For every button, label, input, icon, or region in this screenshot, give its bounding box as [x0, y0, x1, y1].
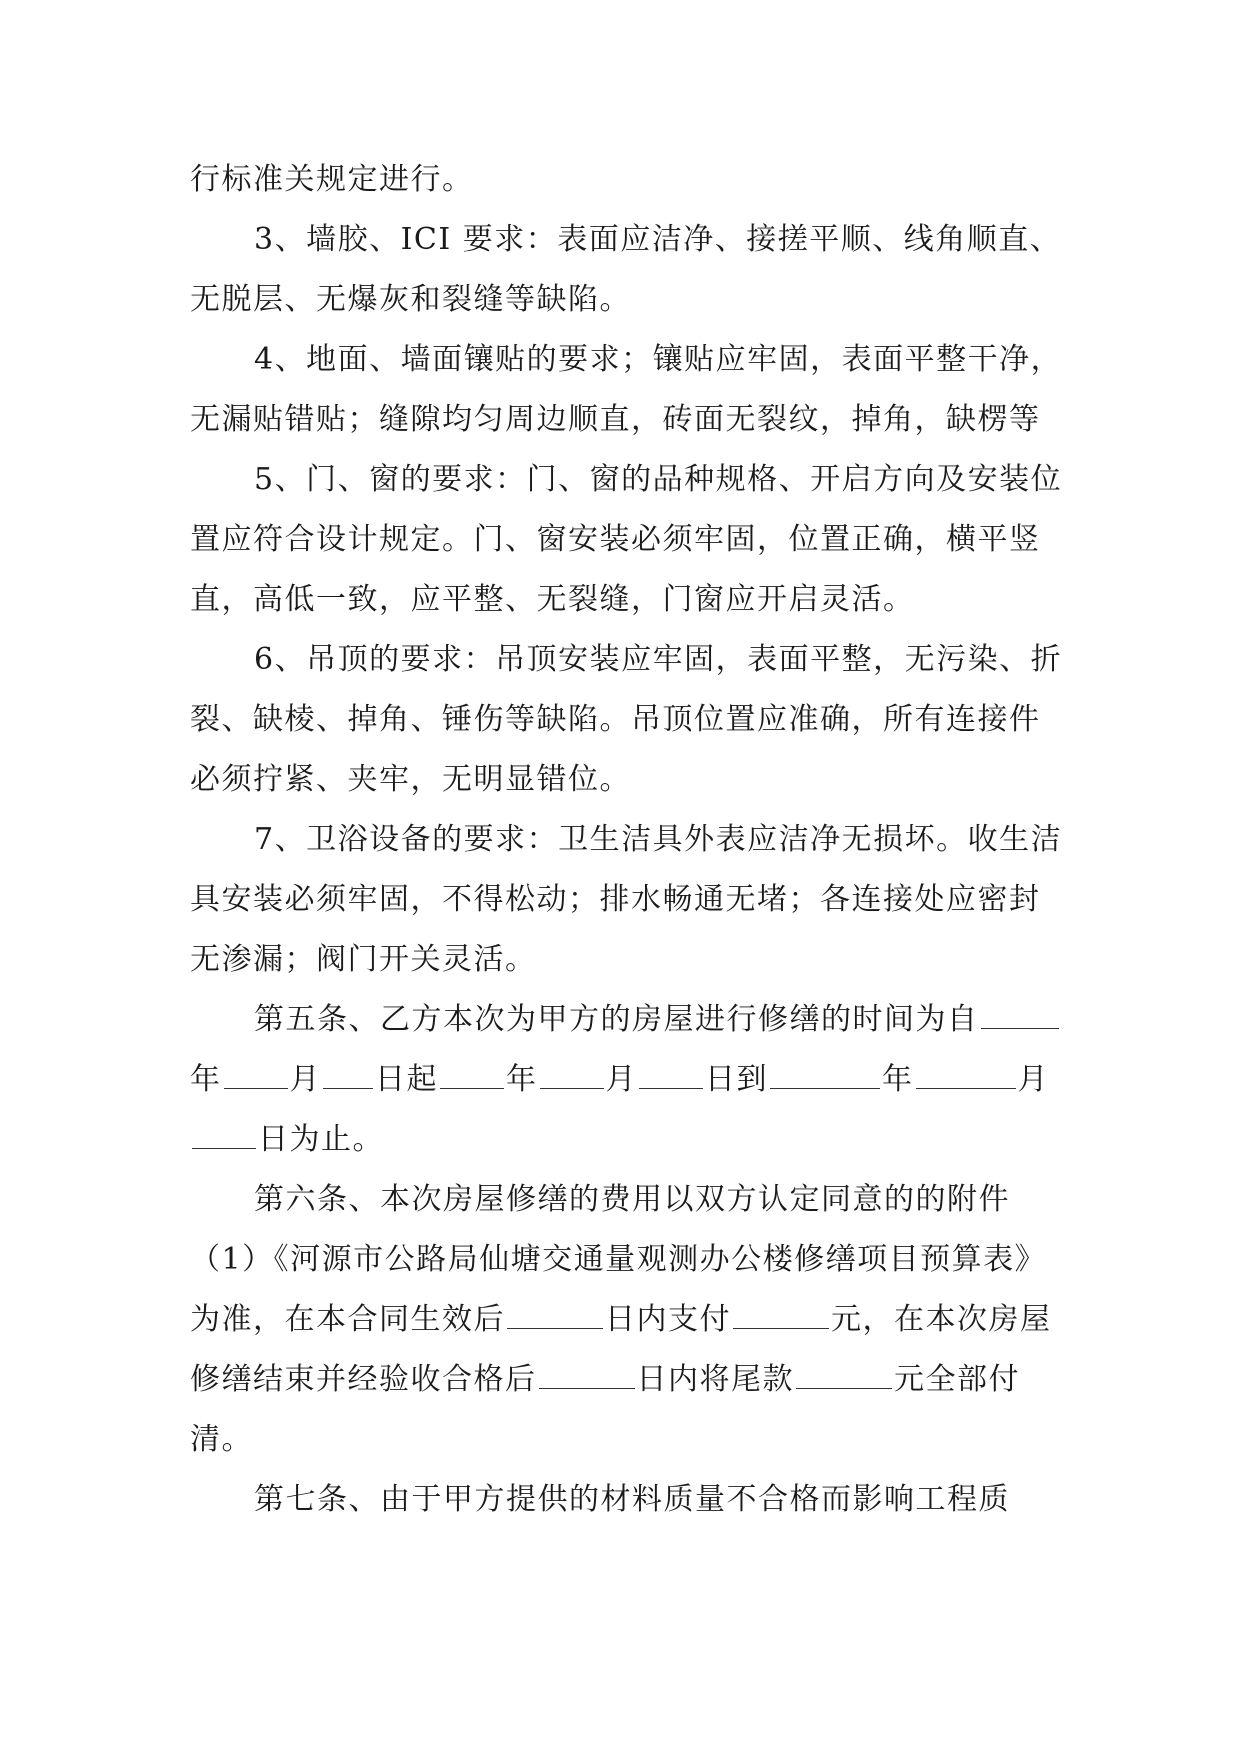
label-month: 月	[605, 1062, 637, 1097]
label-year: 年	[882, 1062, 914, 1097]
blank-end-year-a	[440, 1060, 504, 1089]
paragraph-door-window-requirements: 5、门、窗的要求：门、窗的品种规格、开启方向及安装位置应符合设计规定。门、窗安装必须牢固，位置正确，横平竖直，高低一致，应平整、无裂缝，门窗应开启灵活。	[190, 462, 1063, 617]
blank-end-year	[770, 1060, 880, 1089]
document-body	[190, 150, 1070, 1530]
label-month: 月	[289, 1062, 321, 1097]
label-day-to: 日到	[705, 1062, 768, 1097]
paragraph-article-5	[190, 990, 1070, 1170]
blank-start-day	[323, 1060, 373, 1089]
blank-final-amount	[796, 1360, 892, 1389]
article-6-tail: 元全部付清。	[190, 1362, 1020, 1457]
blank-final-days	[539, 1360, 635, 1389]
paragraph-wall-requirements: 3、墙胶、ICI 要求：表面应洁净、接搓平顺、线角顺直、无脱层、无爆灰和裂缝等缺陷。	[190, 222, 1062, 317]
article-5-lead: 第五条、乙方本次为甲方的房屋进行修缮的时间为自	[254, 1002, 979, 1037]
paragraph-tiling-requirements: 4、地面、墙面镶贴的要求；镶贴应牢固，表面平整干净，无漏贴错贴；缝隙均匀周边顺直，砖面无裂纹，掉角，缺楞等	[190, 342, 1063, 437]
paragraph-ceiling-requirements: 6、吊顶的要求：吊顶安装应牢固，表面平整，无污染、折裂、缺棱、掉角、锤伤等缺陷。吊顶位置应准确，所有连接件必须拧紧、夹牢，无明显错位。	[190, 642, 1063, 797]
blank-start-month	[224, 1060, 288, 1089]
label-day-end: 日为止。	[258, 1122, 384, 1157]
blank-start-year	[981, 1000, 1059, 1029]
blank-end-day-a	[639, 1060, 703, 1089]
paragraph-sanitary-requirements: 7、卫浴设备的要求：卫生洁具外表应洁净无损坏。收生洁具安装必须牢固，不得松动；排水畅通无堵；各连接处应密封无渗漏；阀门开关灵活。	[190, 822, 1063, 977]
blank-payment-days	[507, 1300, 603, 1329]
label-year: 年	[506, 1062, 538, 1097]
label-day-start: 日起	[375, 1062, 438, 1097]
article-6-mid1: 日内支付	[605, 1302, 731, 1337]
paragraph-article-6	[190, 1170, 1070, 1470]
article-6-mid3: 日内将尾款	[636, 1362, 794, 1397]
blank-end-month	[916, 1060, 1016, 1089]
article-6-mid2: 元，在本次房屋修缮结束并经验收合格后	[190, 1302, 1052, 1397]
blank-payment-amount	[733, 1300, 829, 1329]
paragraph-continuation: 行标准关规定进行。	[190, 162, 474, 197]
blank-end-day	[192, 1120, 256, 1149]
article-6-lead: 第六条、本次房屋修缮的费用以双方认定同意的的附件（1）《河源市公路局仙塘交通量观测办公楼修缮项目预算表》为准，在本合同生效后	[190, 1182, 1047, 1337]
paragraph-article-7: 第七条、由于甲方提供的材料质量不合格而影响工程质	[254, 1482, 1010, 1517]
blank-end-month-a	[540, 1060, 604, 1089]
label-year: 年	[190, 1062, 222, 1097]
label-month: 月	[1017, 1062, 1049, 1097]
